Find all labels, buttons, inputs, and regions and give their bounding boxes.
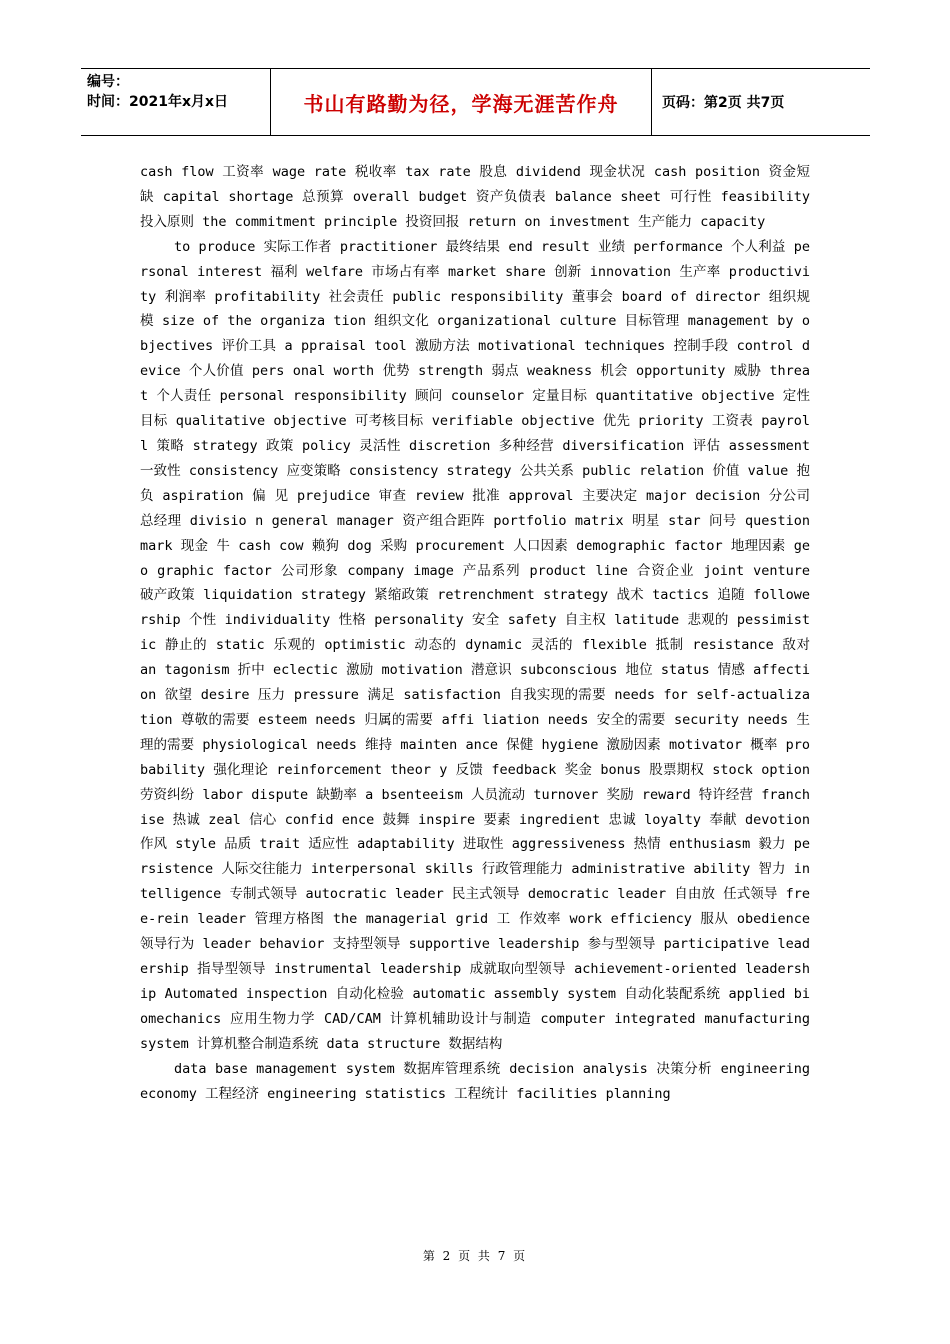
date-label: 时间：2021年x月x日 xyxy=(87,94,229,110)
page-number-label: 页码：第2页 共7页 xyxy=(662,95,785,111)
header-meta xyxy=(81,69,271,135)
document-body xyxy=(140,160,810,1106)
page-header xyxy=(81,68,870,136)
paragraph: to produce 实际工作者 practitioner 最终结果 end result 业绩 performance 个人利益 personal interest 福利 welfare 市场占有率 market share 创新 innovation 生产率 productivity 利润率 profitability 社会责任 public responsibility 董事会 board of director 组织规模 size of the organiza tion 组织文化 organizational culture 目标管理 management by objectives 评价工具 a ppraisal tool 激励方法 motivational techniques 控制手段 control device 个人价值 pers onal worth 优势 strength 弱点 weakness 机会 opportunity 威胁 threat 个人责任 personal responsibility 顾问 counselor 定量目标 quantitative objective 定性 目标 qualitative objective 可考核目标 verifiable objective 优先 priority 工资表 payroll 策略 strategy 政策 policy 灵活性 discretion 多种经营 diversification 评估 assessment 一致性 consistency 应变策略 consistency strategy 公共关系 public relation 价值 value 抱负 aspiration 偏 见 prejudice 审查 review 批准 approval 主要决定 major decision 分公司总经理 divisio n general manager 资产组合距阵 portfolio matrix 明星 star 问号 question mark 现金 牛 cash cow 赖狗 dog 采购 procurement 人口因素 demographic factor 地理因素 geo graphic factor 公司形象 company image 产品系列 product line 合资企业 joint venture 破产政策 liquidation strategy 紧缩政策 retrenchment strategy 战术 tactics 追随 followership 个性 individuality 性格 personality 安全 safety 自主权 latitude 悲观的 pessimistic 静止的 static 乐观的 optimistic 动态的 dynamic 灵活的 flexible 抵制 resistance 敌对 an tagonism 折中 eclectic 激励 motivation 潜意识 subconscious 地位 status 情感 affecti on 欲望 desire 压力 pressure 满足 satisfaction 自我实现的需要 needs for self-actualization 尊敬的需要 esteem needs 归属的需要 affi liation needs 安全的需要 security needs 生理的需要 physiological needs 维持 mainten ance 保健 hygiene 激励因素 motivator 概率 probability 强化理论 reinforcement theor y 反馈 feedback 奖金 bonus 股票期权 stock option 劳资纠纷 labor dispute 缺勤率 a bsenteeism 人员流动 turnover 奖励 reward 特许经营 franchise 热诚 zeal 信心 confid ence 鼓舞 inspire 要素 ingredient 忠诚 loyalty 奉献 devotion 作风 style 品质 trait 适应性 adaptability 进取性 aggressiveness 热情 enthusiasm 毅力 persistence 人际交往能力 interpersonal skills 行政管理能力 administrative ability 智力 intelligence 专制式领导 autocratic leader 民主式领导 democratic leader 自由放 任式领导 free-rein leader 管理方格图 the managerial grid 工 作效率 work efficiency 服从 obedience 领导行为 leader behavior 支持型领导 supportive leadership 参与型领导 participative leadership 指导型领导 instrumental leadership 成就取向型领导 achievement-oriented leadership Automated inspection 自动化检验 automatic assembly system 自动化装配系统 applied biomechanics 应用生物力学 CAD/CAM 计算机辅助设计与制造 computer integrated manufacturing system 计算机整合制造系统 data structure 数据结构 xyxy=(140,238,810,1052)
motto-banner: 书山有路勤为径，学海无涯苦作舟 xyxy=(271,69,652,135)
page-footer: 第 2 页 共 7 页 xyxy=(422,1249,528,1263)
serial-number-label: 编号： xyxy=(87,74,129,90)
paragraph: data base management system 数据库管理系统 decision analysis 决策分析 engineering economy 工程经济 engineering statistics 工程统计 facilities planning xyxy=(140,1060,810,1102)
paragraph: cash flow 工资率 wage rate 税收率 tax rate 股息 dividend 现金状况 cash position 资金短缺 capital shortage 总预算 overall budget 资产负债表 balance sheet 可行性 feasibility 投入原则 the commitment principle 投资回报 return on investment 生产能力 capacity xyxy=(140,164,810,230)
